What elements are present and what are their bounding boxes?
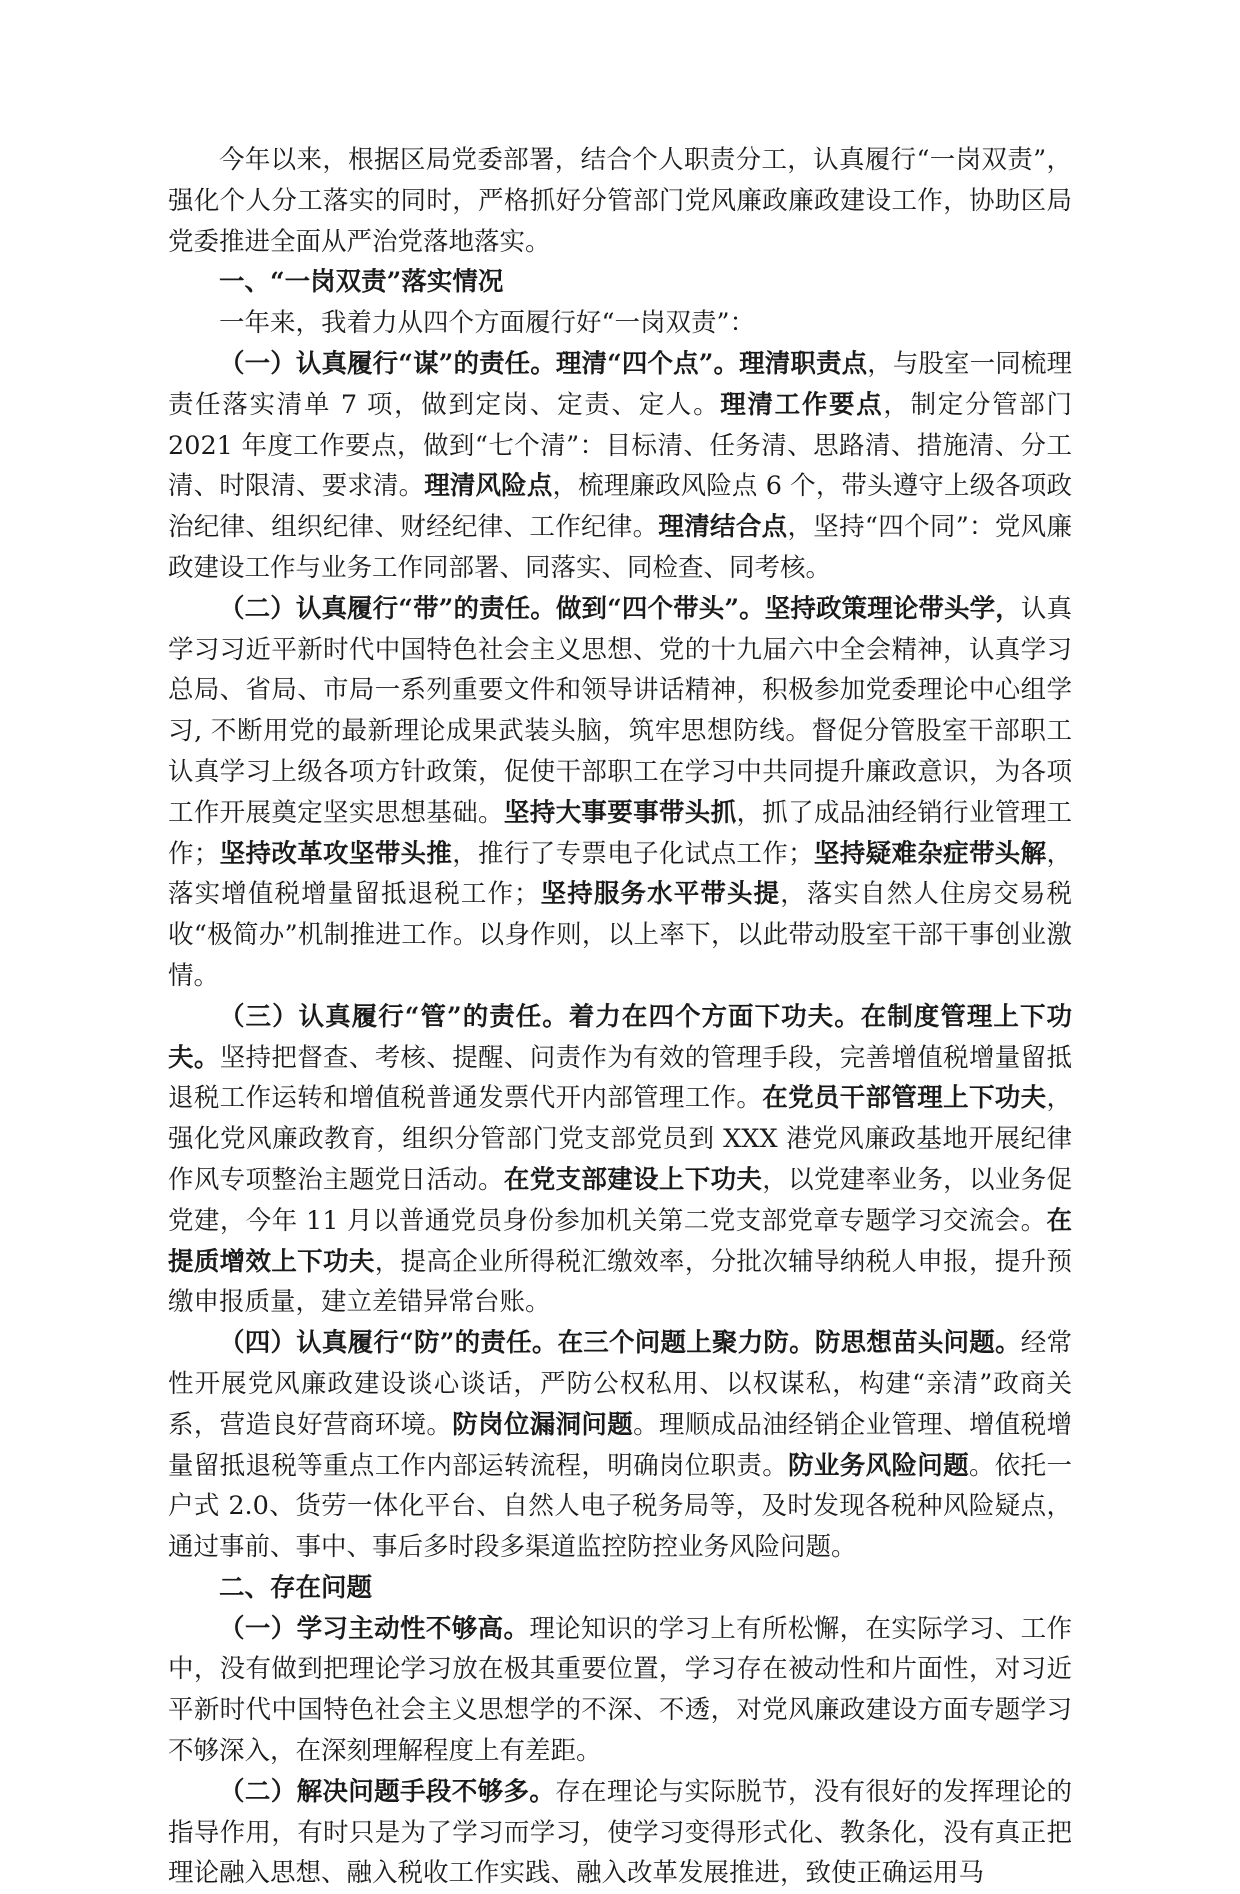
emphasis-run: 一、“一岗双责”落实情况	[219, 267, 504, 298]
emphasis-run: 坚持大事要事带头抓	[503, 797, 737, 828]
emphasis-run: 理清风险点	[424, 471, 553, 502]
text-run: ，落实自然人住房交易税收“极简办”机制推进工作。以身作则，以上率下，以此带动股室干部干事创业激情。	[168, 879, 1072, 991]
text-run: 存在理论与实际脱节，没有很好的发挥理论的指导作用，有时只是为了学习而学习，使学习变得形式化、教条化，没有真正把理论融入思想、融入税收工作实践、融入改革发展推进，致使正确运用马	[168, 1776, 1072, 1889]
emphasis-run: （二）解决问题手段不够多。	[219, 1776, 556, 1807]
emphasis-run: （一）认真履行“谋”的责任。理清“四个点”。理清职责点	[219, 348, 868, 379]
text-run: ，以党建率业务，以业务促党建，今年 11 月以普通党员身份参加机关第二党支部党章专题学习交流会。	[168, 1164, 1072, 1236]
body-paragraph	[168, 589, 1072, 997]
emphasis-run: 在党员干部管理上下功夫	[762, 1083, 1047, 1114]
emphasis-run: 二、存在问题	[219, 1572, 373, 1603]
text-run: 认真学习习近平新时代中国特色社会主义思想、党的十九届六中全会精神，认真学习总局、省局、市局一系列重要文件和领导讲话精神，积极参加党委理论中心组学习, 不断用党的最新理论成果武装头脑，筑牢思想防线。督促分管股室干部职工认真学习上级各项方针政策，促使干部职工在学习中共同提升廉政意识，为各项工作开展奠定坚实思想基础。	[168, 593, 1072, 828]
body-paragraph	[168, 1609, 1072, 1772]
text-run: 坚持把督查、考核、提醒、问责作为有效的管理手段，完善增值税增量留抵退税工作运转和增值税普通发票代开内部管理工作。	[168, 1042, 1072, 1114]
text-run: ，推行了专票电子化试点工作；	[452, 838, 814, 869]
emphasis-run: 在提质增效上下功夫	[168, 1205, 1072, 1277]
text-run: ，强化党风廉政教育，组织分管部门党支部党员到 XXX 港党风廉政基地开展纪律作风专项整治主题党日活动。	[168, 1083, 1072, 1195]
section-heading	[168, 262, 1072, 303]
text-run: ，梳理廉政风险点 6 个，带头遵守上级各项政治纪律、组织纪律、财经纪律、工作纪律。	[168, 471, 1072, 543]
body-paragraph	[168, 344, 1072, 589]
text-run: 。理顺成品油经销企业管理、增值税增量留抵退税等重点工作内部运转流程，明确岗位职责。	[168, 1409, 1072, 1481]
text-run: ，坚持“四个同”：党风廉政建设工作与业务工作同部署、同落实、同检查、同考核。	[168, 512, 1072, 583]
emphasis-run: （四）认真履行“防”的责任。在三个问题上聚力防。防思想苗头问题。	[219, 1328, 1021, 1359]
emphasis-run: 坚持疑难杂症带头解	[813, 838, 1047, 869]
text-run: ，与股室一同梳理责任落实清单 7 项，做到定岗、定责、定人。	[168, 348, 1072, 420]
document-body	[168, 140, 1072, 1894]
text-run: ，制定分管部门 2021 年度工作要点，做到“七个清”：目标清、任务清、思路清、措施清、分工清、时限清、要求清。	[168, 389, 1072, 502]
emphasis-run: （二）认真履行“带”的责任。做到“四个带头”。坚持政策理论带头学，	[219, 593, 1021, 624]
text-run: ，提高企业所得税汇缴效率，分批次辅导纳税人申报，提升预缴申报质量，建立差错异常台账。	[168, 1246, 1072, 1318]
body-paragraph	[168, 140, 1072, 262]
text-run: ，抓了成品油经销行业管理工作；	[168, 797, 1072, 869]
emphasis-run: 理清结合点	[658, 512, 788, 543]
text-run: 今年以来，根据区局党委部署，结合个人职责分工，认真履行“一岗双责”，强化个人分工落实的同时，严格抓好分管部门党风廉政廉政建设工作，协助区局党委推进全面从严治党落地落实。	[168, 145, 1072, 257]
text-run: 一年来，我着力从四个方面履行好“一岗双责”：	[219, 308, 756, 339]
emphasis-run: 在党支部建设上下功夫	[503, 1164, 763, 1195]
text-run: 理论知识的学习上有所松懈，在实际学习、工作中，没有做到把理论学习放在极其重要位置，学习存在被动性和片面性，对习近平新时代中国特色社会主义思想学的不深、不透，对党风廉政建设方面专题学习不够深入，在深刻理解程度上有差距。	[168, 1613, 1072, 1767]
text-run: 。依托一户式 2.0、货劳一体化平台、自然人电子税务局等，及时发现各税种风险疑点，通过事前、事中、事后多时段多渠道监控防控业务风险问题。	[168, 1450, 1072, 1563]
text-run: ，落实增值税增量留抵退税工作；	[168, 838, 1072, 910]
emphasis-run: 理清工作要点	[720, 389, 884, 420]
body-paragraph	[168, 303, 1072, 344]
emphasis-run: （三）认真履行“管”的责任。着力在四个方面下功夫。在制度管理上下功夫。	[168, 1001, 1072, 1073]
section-heading	[168, 1568, 1072, 1609]
body-paragraph	[168, 1323, 1072, 1568]
body-paragraph	[168, 997, 1072, 1323]
emphasis-run: 坚持改革攻坚带头推	[219, 838, 453, 869]
emphasis-run: （一）学习主动性不够高。	[219, 1613, 530, 1644]
emphasis-run: 防业务风险问题	[788, 1450, 969, 1481]
body-paragraph	[168, 1772, 1072, 1894]
emphasis-run: 防岗位漏洞问题	[452, 1409, 634, 1440]
text-run: 经常性开展党风廉政建设谈心谈话，严防公权私用、以权谋私，构建“亲清”政商关系，营造良好营商环境。	[168, 1328, 1072, 1440]
emphasis-run: 坚持服务水平带头提	[539, 879, 781, 910]
